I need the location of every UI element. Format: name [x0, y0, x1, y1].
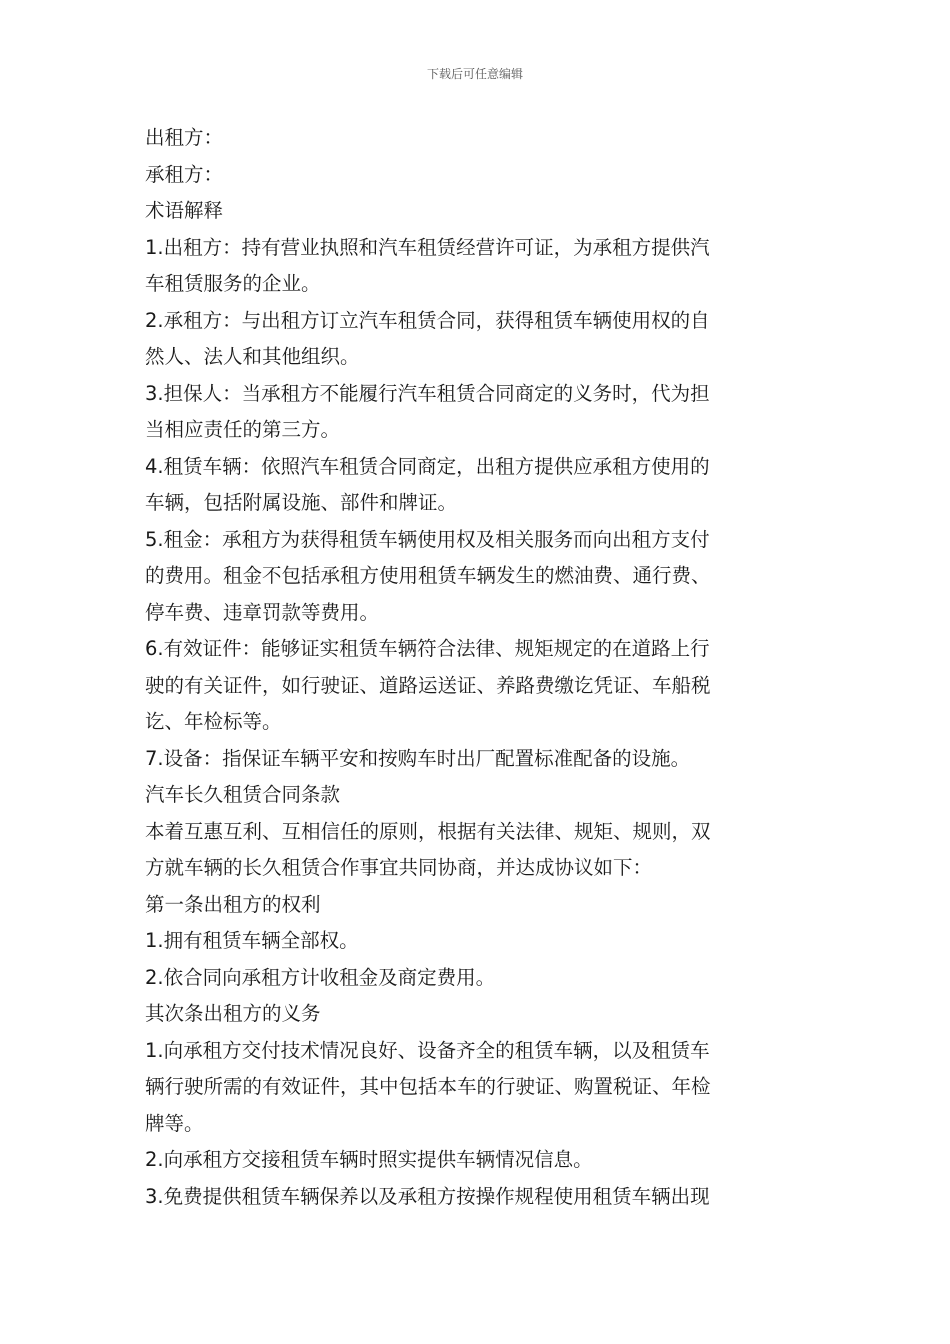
text-line: 辆行驶所需的有效证件，其中包括本车的行驶证、购置税证、年检 [145, 1075, 711, 1098]
text-line: 4.租赁车辆：依照汽车租赁合同商定，出租方提供应承租方使用的 [145, 454, 710, 478]
text-line: 的费用。租金不包括承租方使用租赁车辆发生的燃油费、通行费、 [145, 564, 711, 587]
text-line: 其次条出租方的义务 [145, 1002, 321, 1025]
text-line: 7.设备：指保证车辆平安和按购车时出厂配置标准配备的设施。 [145, 746, 691, 770]
text-line: 1.拥有租赁车辆全部权。 [145, 929, 359, 952]
text-line: 5.租金：承租方为获得租赁车辆使用权及相关服务而向出租方支付 [145, 527, 710, 551]
text-line: 2.承租方：与出租方订立汽车租赁合同，获得租赁车辆使用权的自 [145, 308, 710, 332]
text-line: 1.向承租方交付技术情况良好、设备齐全的租赁车辆，以及租赁车 [145, 1038, 710, 1062]
text-line: 停车费、违章罚款等费用。 [145, 600, 380, 624]
text-line: 2.向承租方交接租赁车辆时照实提供车辆情况信息。 [145, 1148, 593, 1171]
page-header: 下载后可任意编辑 [426, 67, 523, 81]
document-body [145, 120, 807, 1215]
text-line: 出租方： [145, 126, 224, 149]
text-line: 3.担保人：当承租方不能履行汽车租赁合同商定的义务时，代为担 [145, 381, 710, 405]
text-line: 3.免费提供租赁车辆保养以及承租方按操作规程使用租赁车辆出现 [145, 1184, 710, 1208]
text-line: 术语解释 [145, 199, 224, 222]
text-line: 然人、法人和其他组织。 [145, 345, 360, 368]
text-line: 承租方： [145, 162, 224, 186]
text-line: 车辆，包括附属设施、部件和牌证。 [145, 491, 458, 514]
text-line: 汽车长久租赁合同条款 [145, 783, 341, 806]
text-line: 6.有效证件：能够证实租赁车辆符合法律、规矩规定的在道路上行 [145, 637, 710, 660]
text-line: 1.出租方：持有营业执照和汽车租赁经营许可证，为承租方提供汽 [145, 235, 710, 259]
text-line: 驶的有关证件，如行驶证、道路运送证、养路费缴讫凭证、车船税 [145, 673, 711, 697]
text-line: 讫、年检标等。 [145, 710, 282, 733]
text-line: 方就车辆的长久租赁合作事宜共同协商，并达成协议如下： [145, 856, 653, 879]
text-line: 本着互惠互利、互相信任的原则，根据有关法律、规矩、规则，双 [145, 819, 711, 843]
text-line: 车租赁服务的企业。 [145, 272, 321, 295]
text-line: 牌等。 [145, 1111, 204, 1135]
text-line: 2.依合同向承租方计收租金及商定费用。 [145, 965, 496, 989]
text-line: 当相应责任的第三方。 [145, 418, 341, 441]
text-line: 第一条出租方的权利 [145, 892, 321, 916]
